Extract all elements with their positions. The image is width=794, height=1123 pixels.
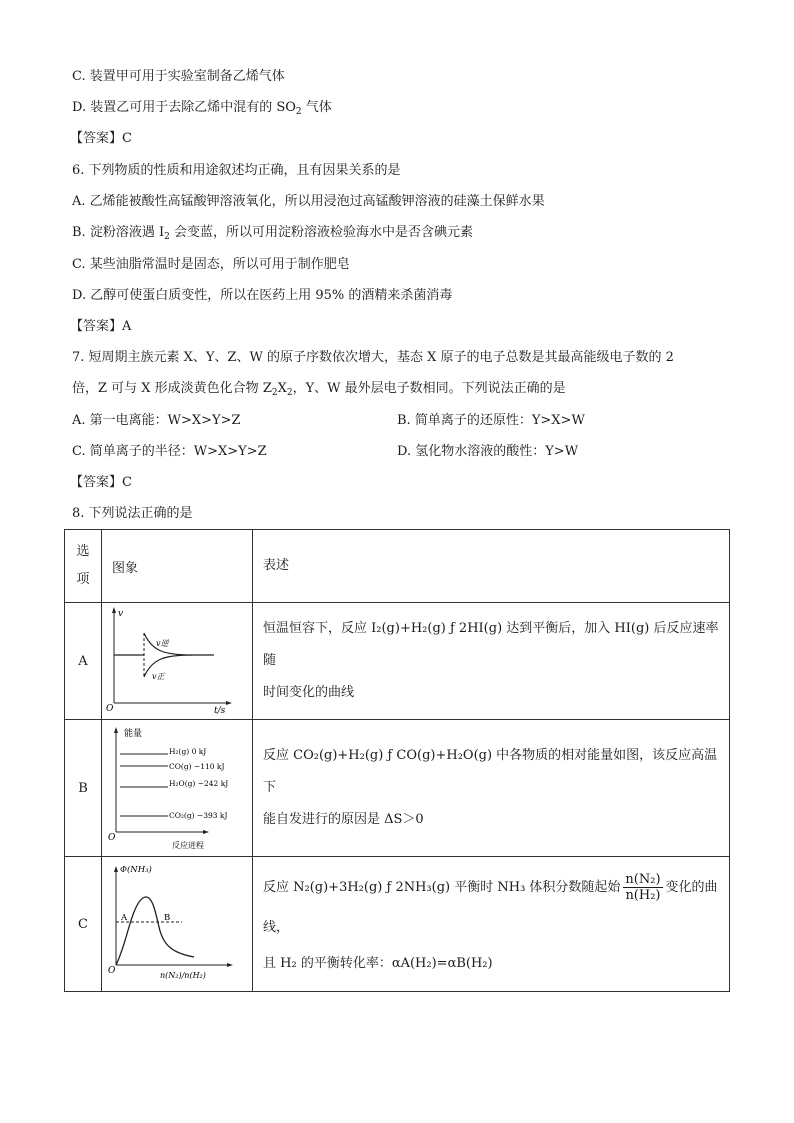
q7-stem-text: ，Y、W 最外层电子数相同。下列说法正确的是	[292, 381, 566, 396]
origin-label: O	[108, 966, 116, 976]
q6-stem: 6. 下列物质的性质和用途叙述均正确，且有因果关系的是	[72, 163, 401, 178]
x-axis-label: n(N₂)/n(H₂)	[160, 971, 206, 980]
volume-fraction-graph	[102, 857, 253, 992]
q6-option-b	[72, 224, 473, 242]
x-axis-label: 反应进程	[172, 841, 204, 850]
q7-option-c: C. 简单离子的半径：W>X>Y>Z	[72, 444, 267, 459]
y-axis-arrow	[114, 866, 118, 872]
q7-stem-line1: 7. 短周期主族元素 X、Y、Z、W 的原子序数依次增大，基态 X 原子的电子总数是其最高能级电子数的 2	[72, 350, 674, 365]
y-axis-arrow	[114, 727, 118, 733]
header-option	[65, 530, 102, 603]
row-description	[253, 720, 730, 857]
q7-stem-text: X	[277, 381, 287, 396]
answer-label: 【答案】	[70, 131, 123, 146]
origin-label: O	[108, 833, 116, 843]
q7-option-a: A. 第一电离能：W>X>Y>Z	[72, 413, 241, 428]
answer-value: A	[122, 319, 132, 334]
row-option: B	[65, 720, 102, 857]
q5-option-d-text: D. 装置乙可用于去除乙烯中混有的 SO	[72, 100, 296, 115]
q5-option-d-post: 气体	[301, 100, 332, 115]
table-row	[65, 603, 730, 720]
row-description-line1: 恒温恒容下，反应 I₂(g)+H₂(g) ƒ 2HI(g) 达到平衡后，加入 HI(g) 后反应速率随	[263, 621, 719, 668]
q6-option-b-text: B. 淀粉溶液遇 I	[72, 225, 165, 240]
x-axis-arrow	[203, 830, 209, 834]
x-axis-arrow	[226, 701, 232, 705]
q7-stem-text: 倍，Z 可与 X 形成淡黄色化合物 Z	[72, 381, 272, 396]
y-axis-label: v	[118, 609, 124, 619]
row-description-text: 变化的曲线，	[263, 880, 718, 935]
x-axis-label: t/s	[214, 706, 226, 715]
reverse-rate-label: v逆	[156, 639, 169, 648]
fraction-denominator: n(H₂)	[625, 888, 661, 903]
q7-stem-line2	[72, 380, 566, 398]
ratio-fraction	[623, 872, 662, 903]
row-description	[253, 857, 730, 992]
row-description-line1	[263, 868, 729, 948]
q5-answer	[70, 130, 132, 148]
header-option-line2: 项	[76, 572, 90, 587]
energy-level-label: CO₂(g) −393 kJ	[169, 811, 228, 820]
q6-option-d: D. 乙醇可使蛋白质变性，所以在医药上用 95% 的酒精来杀菌消毒	[72, 288, 453, 303]
y-axis-label: 能量	[124, 729, 143, 739]
energy-level-label: H₂O(g) −242 kJ	[169, 779, 229, 788]
q7-stem-sub: 2	[286, 388, 293, 398]
energy-level-label: CO(g) −110 kJ	[169, 762, 225, 771]
origin-label: O	[106, 704, 114, 714]
energy-level-graph	[102, 720, 253, 857]
q8-table	[64, 529, 730, 992]
row-description-line1: 反应 CO₂(g)+H₂(g) ƒ CO(g)+H₂O(g) 中各物质的相对能量如图，该反应高温下	[263, 748, 718, 795]
row-description	[253, 603, 730, 720]
q8-stem: 8. 下列说法正确的是	[72, 506, 193, 521]
point-a-label: A	[121, 913, 128, 923]
rate-time-graph	[102, 603, 253, 720]
y-axis-label: Φ(NH₃)	[120, 865, 152, 875]
q7-answer	[70, 474, 132, 492]
row-description-text: 反应 N₂(g)+3H₂(g) ƒ 2NH₃(g) 平衡时 NH₃ 体积分数随起始	[263, 880, 621, 895]
answer-label: 【答案】	[70, 319, 123, 334]
q7-option-b: B. 简单离子的还原性：Y>X>W	[397, 413, 585, 428]
q5-option-d	[72, 99, 332, 117]
q5-option-d-sub: 2	[295, 107, 302, 117]
row-option: A	[65, 603, 102, 720]
table-header-row	[65, 530, 730, 603]
forward-rate-label: v正	[152, 672, 165, 681]
reverse-rate-curve	[144, 633, 214, 655]
rate-time-graph-svg	[102, 603, 240, 715]
row-description-line2: 能自发进行的原因是 ΔS＞0	[263, 812, 424, 827]
header-graph: 图象	[102, 530, 253, 603]
volume-fraction-graph-svg	[102, 857, 240, 987]
q6-answer	[70, 318, 131, 336]
answer-label: 【答案】	[70, 475, 123, 490]
y-axis-arrow	[112, 607, 116, 613]
x-axis-arrow	[227, 963, 233, 967]
header-option-line1: 选	[76, 544, 90, 559]
table-row	[65, 720, 730, 857]
q6-option-b-post: 会变蓝，所以可用淀粉溶液检验海水中是否含碘元素	[169, 225, 473, 240]
q6-option-a: A. 乙烯能被酸性高锰酸钾溶液氧化，所以用浸泡过高锰酸钾溶液的硅藻土保鲜水果	[72, 194, 545, 209]
fraction-curve	[116, 897, 194, 965]
row-description-line2: 且 H₂ 的平衡转化率：αA(H₂)=αB(H₂)	[263, 956, 493, 971]
header-description: 表述	[253, 530, 730, 603]
point-b-label: B	[164, 913, 171, 923]
energy-level-graph-svg	[102, 720, 240, 852]
q6-option-c: C. 某些油脂常温时是固态，所以可用于制作肥皂	[72, 257, 350, 272]
q6-option-b-sub: 2	[164, 232, 170, 242]
q7-option-d: D. 氢化物水溶液的酸性：Y>W	[397, 444, 579, 459]
answer-value: C	[122, 131, 132, 146]
answer-value: C	[122, 475, 132, 490]
q5-option-c: C. 装置甲可用于实验室制备乙烯气体	[72, 69, 285, 84]
row-option: C	[65, 857, 102, 992]
energy-level-label: H₂(g) 0 kJ	[169, 747, 207, 756]
row-description-line2: 时间变化的曲线	[263, 685, 355, 700]
table-row	[65, 857, 730, 992]
fraction-numerator: n(N₂)	[625, 872, 661, 887]
q7-stem-sub: 2	[271, 388, 278, 398]
